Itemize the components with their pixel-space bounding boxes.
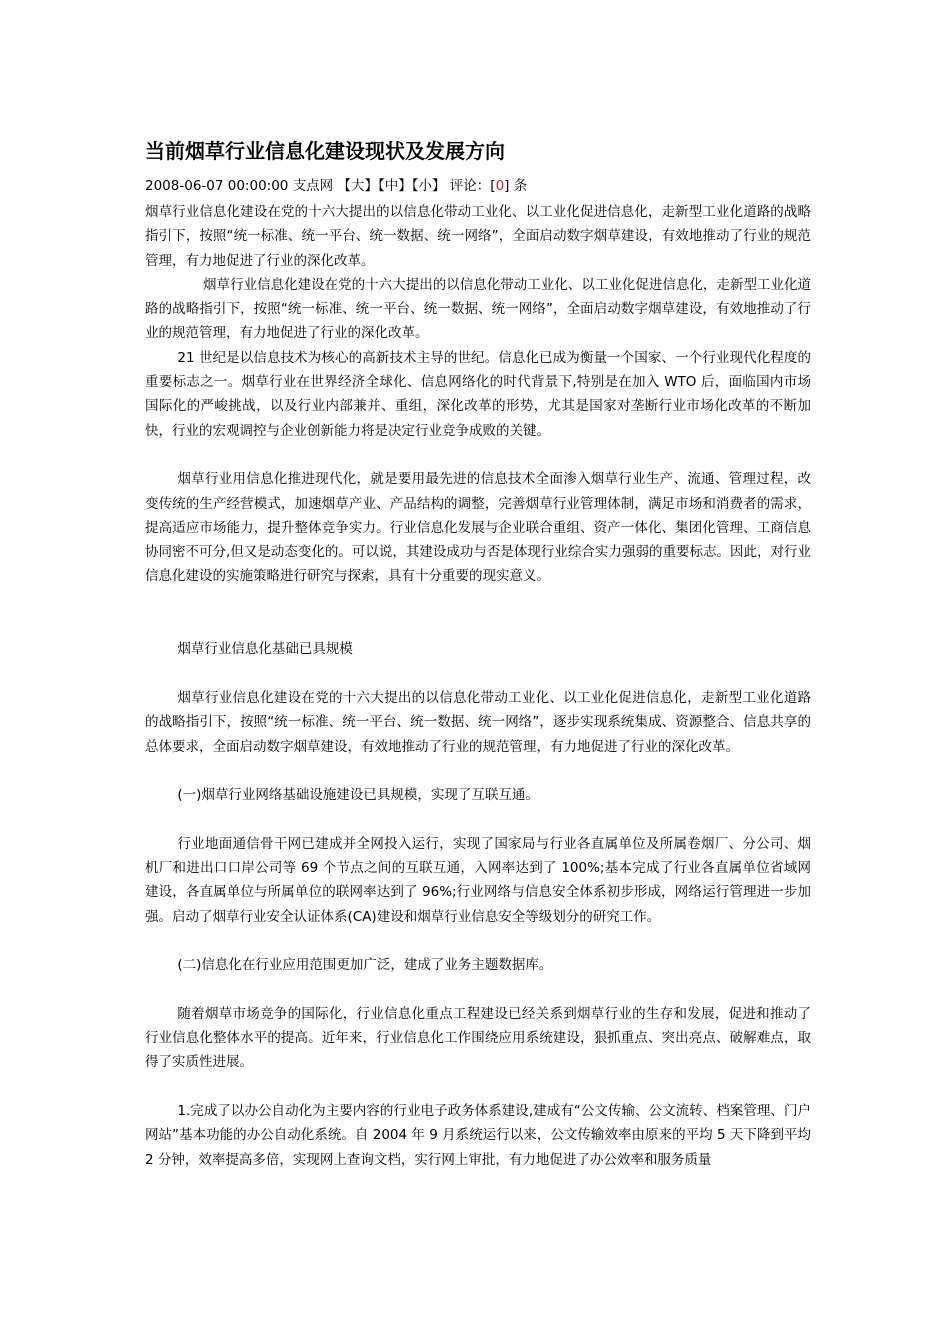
subsection-heading: (一)烟草行业网络基础设施建设已具规模，实现了互联互通。 [177, 787, 539, 804]
font-size-medium-link[interactable]: 【中】 [377, 178, 412, 194]
comment-count-link[interactable]: 0 [495, 178, 505, 194]
section-heading: 烟草行业信息化基础已具规模 [177, 641, 353, 658]
article-title: 当前烟草行业信息化建设现状及发展方向 [145, 139, 505, 163]
paragraph: 1.完成了以办公自动化为主要内容的行业电子政务体系建设,建成有“公文传输、公文流转、档案管理、门户网站”基本功能的办公自动化系统。自 2004 年 9 月系统运行以来，公文传输效率由原来的平均 5 天下降到平均 2 分钟，效率提高多倍，实现网上查询文档，实行网上审批，有力地促进了办公效率和服务质量 [145, 1102, 811, 1168]
paragraph-summary: 烟草行业信息化建设在党的十六大提出的以信息化带动工业化、以工业化促进信息化，走新型工业化道路的战略指引下，按照“统一标准、统一平台、统一数据、统一网络”，全面启动数字烟草建设，有效地推动了行业的规范管理，有力地促进了行业的深化改革。 [145, 204, 811, 269]
comment-label: 评论：[0] 条 [449, 178, 528, 194]
source-name: 支点网 [292, 178, 334, 194]
publish-datetime: 2008-06-07 00:00:00 [145, 178, 289, 194]
subsection-heading: (二)信息化在行业应用范围更加广泛，建成了业务主题数据库。 [177, 957, 553, 974]
paragraph: 烟草行业信息化建设在党的十六大提出的以信息化带动工业化、以工业化促进信息化，走新型工业化道路的战略指引下，按照“统一标准、统一平台、统一数据、统一网络”，全面启动数字烟草建设，有效地推动了行业的规范管理，有力地促进了行业的深化改革。 [145, 276, 811, 342]
paragraph: 烟草行业用信息化推进现代化，就是要用最先进的信息技术全面渗入烟草行业生产、流通、管理过程，改变传统的生产经营模式，加速烟草产业、产品结构的调整，完善烟草行业管理体制，满足市场和消费者的需求，提高适应市场能力，提升整体竞争实力。行业信息化发展与企业联合重组、资产一体化、集团化管理、工商信息协同密不可分,但又是动态变化的。可以说，其建设成功与否是体现行业综合实力强弱的重要标志。因此，对行业信息化建设的实施策略进行研究与探索，具有十分重要的现实意义。 [145, 471, 811, 585]
paragraph: 随着烟草市场竞争的国际化，行业信息化重点工程建设已经关系到烟草行业的生存和发展，促进和推动了行业信息化整体水平的提高。近年来，行业信息化工作围绕应用系统建设，狠抓重点、突出亮点、破解难点，取得了实质性进展。 [145, 1005, 811, 1071]
paragraph: 行业地面通信骨干网已建成并全网投入运行，实现了国家局与行业各直属单位及所属卷烟厂、分公司、烟机厂和进出口口岸公司等 69 个节点之间的互联互通，入网率达到了 100%;基本完成了行业各直属单位省域网建设，各直属单位与所属单位的联网率达到了 96%;行业网络与信息安全体系初步形成，网络运行管理进一步加强。启动了烟草行业安全认证体系(CA)建设和烟草行业信息安全等级划分的研究工作。 [145, 835, 811, 925]
font-size-large-link[interactable]: 【大】 [337, 178, 378, 194]
article-body [145, 200, 811, 1172]
font-size-small-link[interactable]: 【小】 [411, 178, 446, 194]
paragraph: 烟草行业信息化建设在党的十六大提出的以信息化带动工业化、以工业化促进信息化，走新型工业化道路的战略指引下，按照“统一标准、统一平台、统一数据、统一网络”，逐步实现系统集成、资源整合、信息共享的总体要求，全面启动数字烟草建设，有效地推动了行业的规范管理，有力地促进了行业的深化改革。 [145, 689, 811, 755]
paragraph: 21 世纪是以信息技术为核心的高新技术主导的世纪。信息化已成为衡量一个国家、一个行业现代化程度的重要标志之一。烟草行业在世界经济全球化、信息网络化的时代背景下,特别是在加入 WTO 后，面临国内市场国际化的严峻挑战，以及行业内部兼并、重组，深化改革的形势，尤其是国家对垄断行业市场化改革的不断加快，行业的宏观调控与企业创新能力将是决定行业竞争成败的关键。 [145, 349, 811, 439]
article-meta [145, 175, 527, 197]
